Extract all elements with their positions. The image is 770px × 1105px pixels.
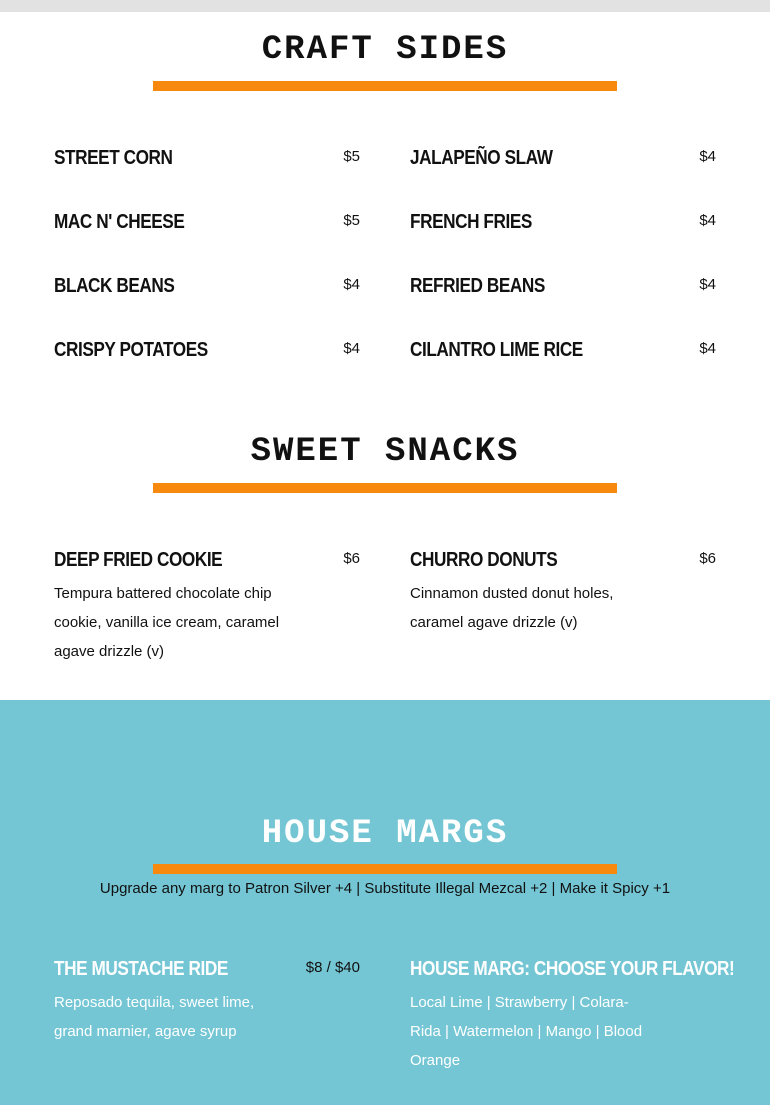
marg-mustache-ride-price: $8 / $40 [305,959,360,976]
side-black-beans-price: $4 [343,276,360,293]
desc-line: Tempura battered chocolate chip [54,585,272,602]
sweet-snacks-title: SWEET SNACKS [250,433,520,471]
side-french-fries-name: FRENCH FRIES [410,211,532,233]
craft-sides-title: CRAFT SIDES [261,31,509,69]
side-street-corn-name: STREET CORN [54,147,173,169]
desc-line: Reposado tequila, sweet lime, [54,994,255,1011]
side-crispy-potatoes-price: $4 [343,340,360,357]
side-jalapeno-slaw-price: $4 [699,148,716,165]
top-bar [0,0,770,12]
marg-mustache-ride-name: THE MUSTACHE RIDE [54,958,228,980]
marg-house-marg-name: HOUSE MARG: CHOOSE YOUR FLAVOR! [410,958,735,980]
house-margs-rule [153,864,617,874]
snack-churro-donuts-desc [410,579,670,637]
craft-sides-rule [153,81,617,91]
desc-line: Cinnamon dusted donut holes, [410,585,614,602]
snack-churro-donuts-name: CHURRO DONUTS [410,549,558,571]
side-mac-cheese-name: MAC N' CHEESE [54,211,185,233]
desc-line: Rida | Watermelon | Mango | Blood [410,1023,643,1040]
desc-line: caramel agave drizzle (v) [410,614,578,631]
side-mac-cheese-price: $5 [343,212,360,229]
side-cilantro-lime-rice-name: CILANTRO LIME RICE [410,339,583,361]
desc-line: agave drizzle (v) [54,643,165,660]
side-black-beans-name: BLACK BEANS [54,275,175,297]
side-french-fries-price: $4 [699,212,716,229]
marg-mustache-ride-desc [54,988,314,1046]
upgrade-note: Upgrade any marg to Patron Silver +4 | Substitute Illegal Mezcal +2 | Make it Spicy +1 [99,880,671,897]
house-margs-title: HOUSE MARGS [261,815,509,853]
side-cilantro-lime-rice-price: $4 [699,340,716,357]
snack-deep-fried-cookie-desc [54,579,314,666]
side-refried-beans-name: REFRIED BEANS [410,275,545,297]
side-refried-beans-price: $4 [699,276,716,293]
snack-deep-fried-cookie-price: $6 [343,550,360,567]
side-crispy-potatoes-name: CRISPY POTATOES [54,339,208,361]
desc-line: cookie, vanilla ice cream, caramel [54,614,280,631]
desc-line: Local Lime | Strawberry | Colara- [410,994,629,1011]
side-street-corn-price: $5 [343,148,360,165]
desc-line: grand marnier, agave syrup [54,1023,237,1040]
desc-line: Orange [410,1052,461,1069]
side-jalapeno-slaw-name: JALAPEÑO SLAW [410,147,553,169]
marg-house-marg-desc [410,988,670,1075]
sweet-snacks-rule [153,483,617,493]
snack-deep-fried-cookie-name: DEEP FRIED COOKIE [54,549,223,571]
snack-churro-donuts-price: $6 [699,550,716,567]
